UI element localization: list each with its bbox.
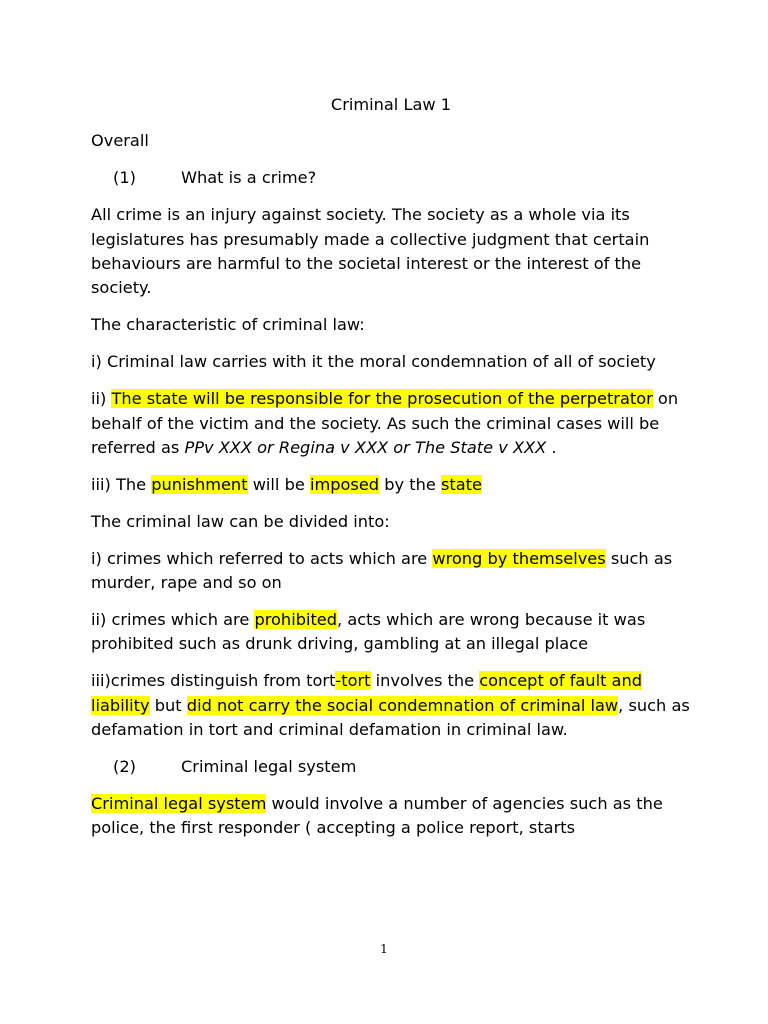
highlighted-text: The state will be responsible for the prosecution of the perpetrator [111, 389, 653, 409]
section-heading: Overall [91, 131, 149, 151]
text-run: iii) The [91, 474, 152, 494]
highlighted-text: -tort [335, 671, 371, 691]
highlighted-text: concept of fault and liability [91, 671, 643, 715]
characteristic-item-1: i) Criminal law carries with it the moral condemnation of all of society [91, 352, 656, 372]
highlighted-text: wrong by themselves [432, 548, 606, 568]
highlighted-text: punishment [151, 474, 248, 494]
highlighted-text: state [440, 474, 482, 494]
characteristic-item-2 [91, 387, 691, 460]
text-run: ii) crimes which are [91, 610, 255, 629]
division-item-2 [91, 608, 691, 657]
text-run: ii) [91, 389, 112, 409]
paragraph-crime-definition: All crime is an injury against society. The society as a whole via its legislatures has presumably made a collective judgment that certain behaviours are harmful to the societal interest or the interest of the society. [91, 205, 650, 298]
numbered-heading-2 [91, 755, 691, 779]
paragraph-divided-intro: The criminal law can be divided into: [91, 511, 390, 531]
highlighted-text: prohibited [254, 610, 338, 629]
text-run: will be [247, 474, 310, 494]
highlighted-text: imposed [309, 474, 380, 494]
division-item-1 [91, 547, 691, 596]
text-run: such as murder, rape and so on [91, 548, 673, 593]
highlighted-text: Criminal legal system [91, 793, 267, 813]
text-run: on behalf of the victim and the society. As such the criminal cases will be referred as [91, 389, 679, 457]
heading-text: What is a crime? [181, 168, 317, 188]
text-run: would involve a number of agencies such as the police, the first responder ( accepting a police report, starts [91, 793, 663, 838]
italic-text: PPv XXX or Regina v XXX or The State v XXX [184, 437, 547, 457]
numbered-heading-1 [91, 166, 691, 190]
paragraph-legal-system [91, 792, 691, 841]
document-body [91, 93, 691, 853]
text-run: , such as defamation in tort and criminal defamation in criminal law. [91, 695, 690, 740]
heading-number: (1) [113, 168, 136, 188]
page-number: 1 [380, 942, 388, 956]
heading-text: Criminal legal system [181, 757, 357, 777]
highlighted-text: did not carry the social condemnation of criminal law [186, 695, 619, 715]
heading-number: (2) [113, 757, 136, 777]
text-run: involves the [370, 671, 480, 691]
text-run: iii)crimes distinguish from tort [91, 671, 336, 691]
text-run: but [149, 695, 187, 715]
text-run: i) crimes which referred to acts which are [91, 548, 433, 568]
text-run: by the [379, 474, 441, 494]
division-item-3 [91, 669, 691, 742]
characteristic-item-3 [91, 473, 691, 497]
document-title: Criminal Law 1 [330, 95, 452, 114]
paragraph-characteristic-intro: The characteristic of criminal law: [91, 315, 365, 335]
text-run: . [546, 437, 557, 457]
text-run: , acts which are wrong because it was prohibited such as drunk driving, gambling at an illegal place [91, 610, 646, 654]
